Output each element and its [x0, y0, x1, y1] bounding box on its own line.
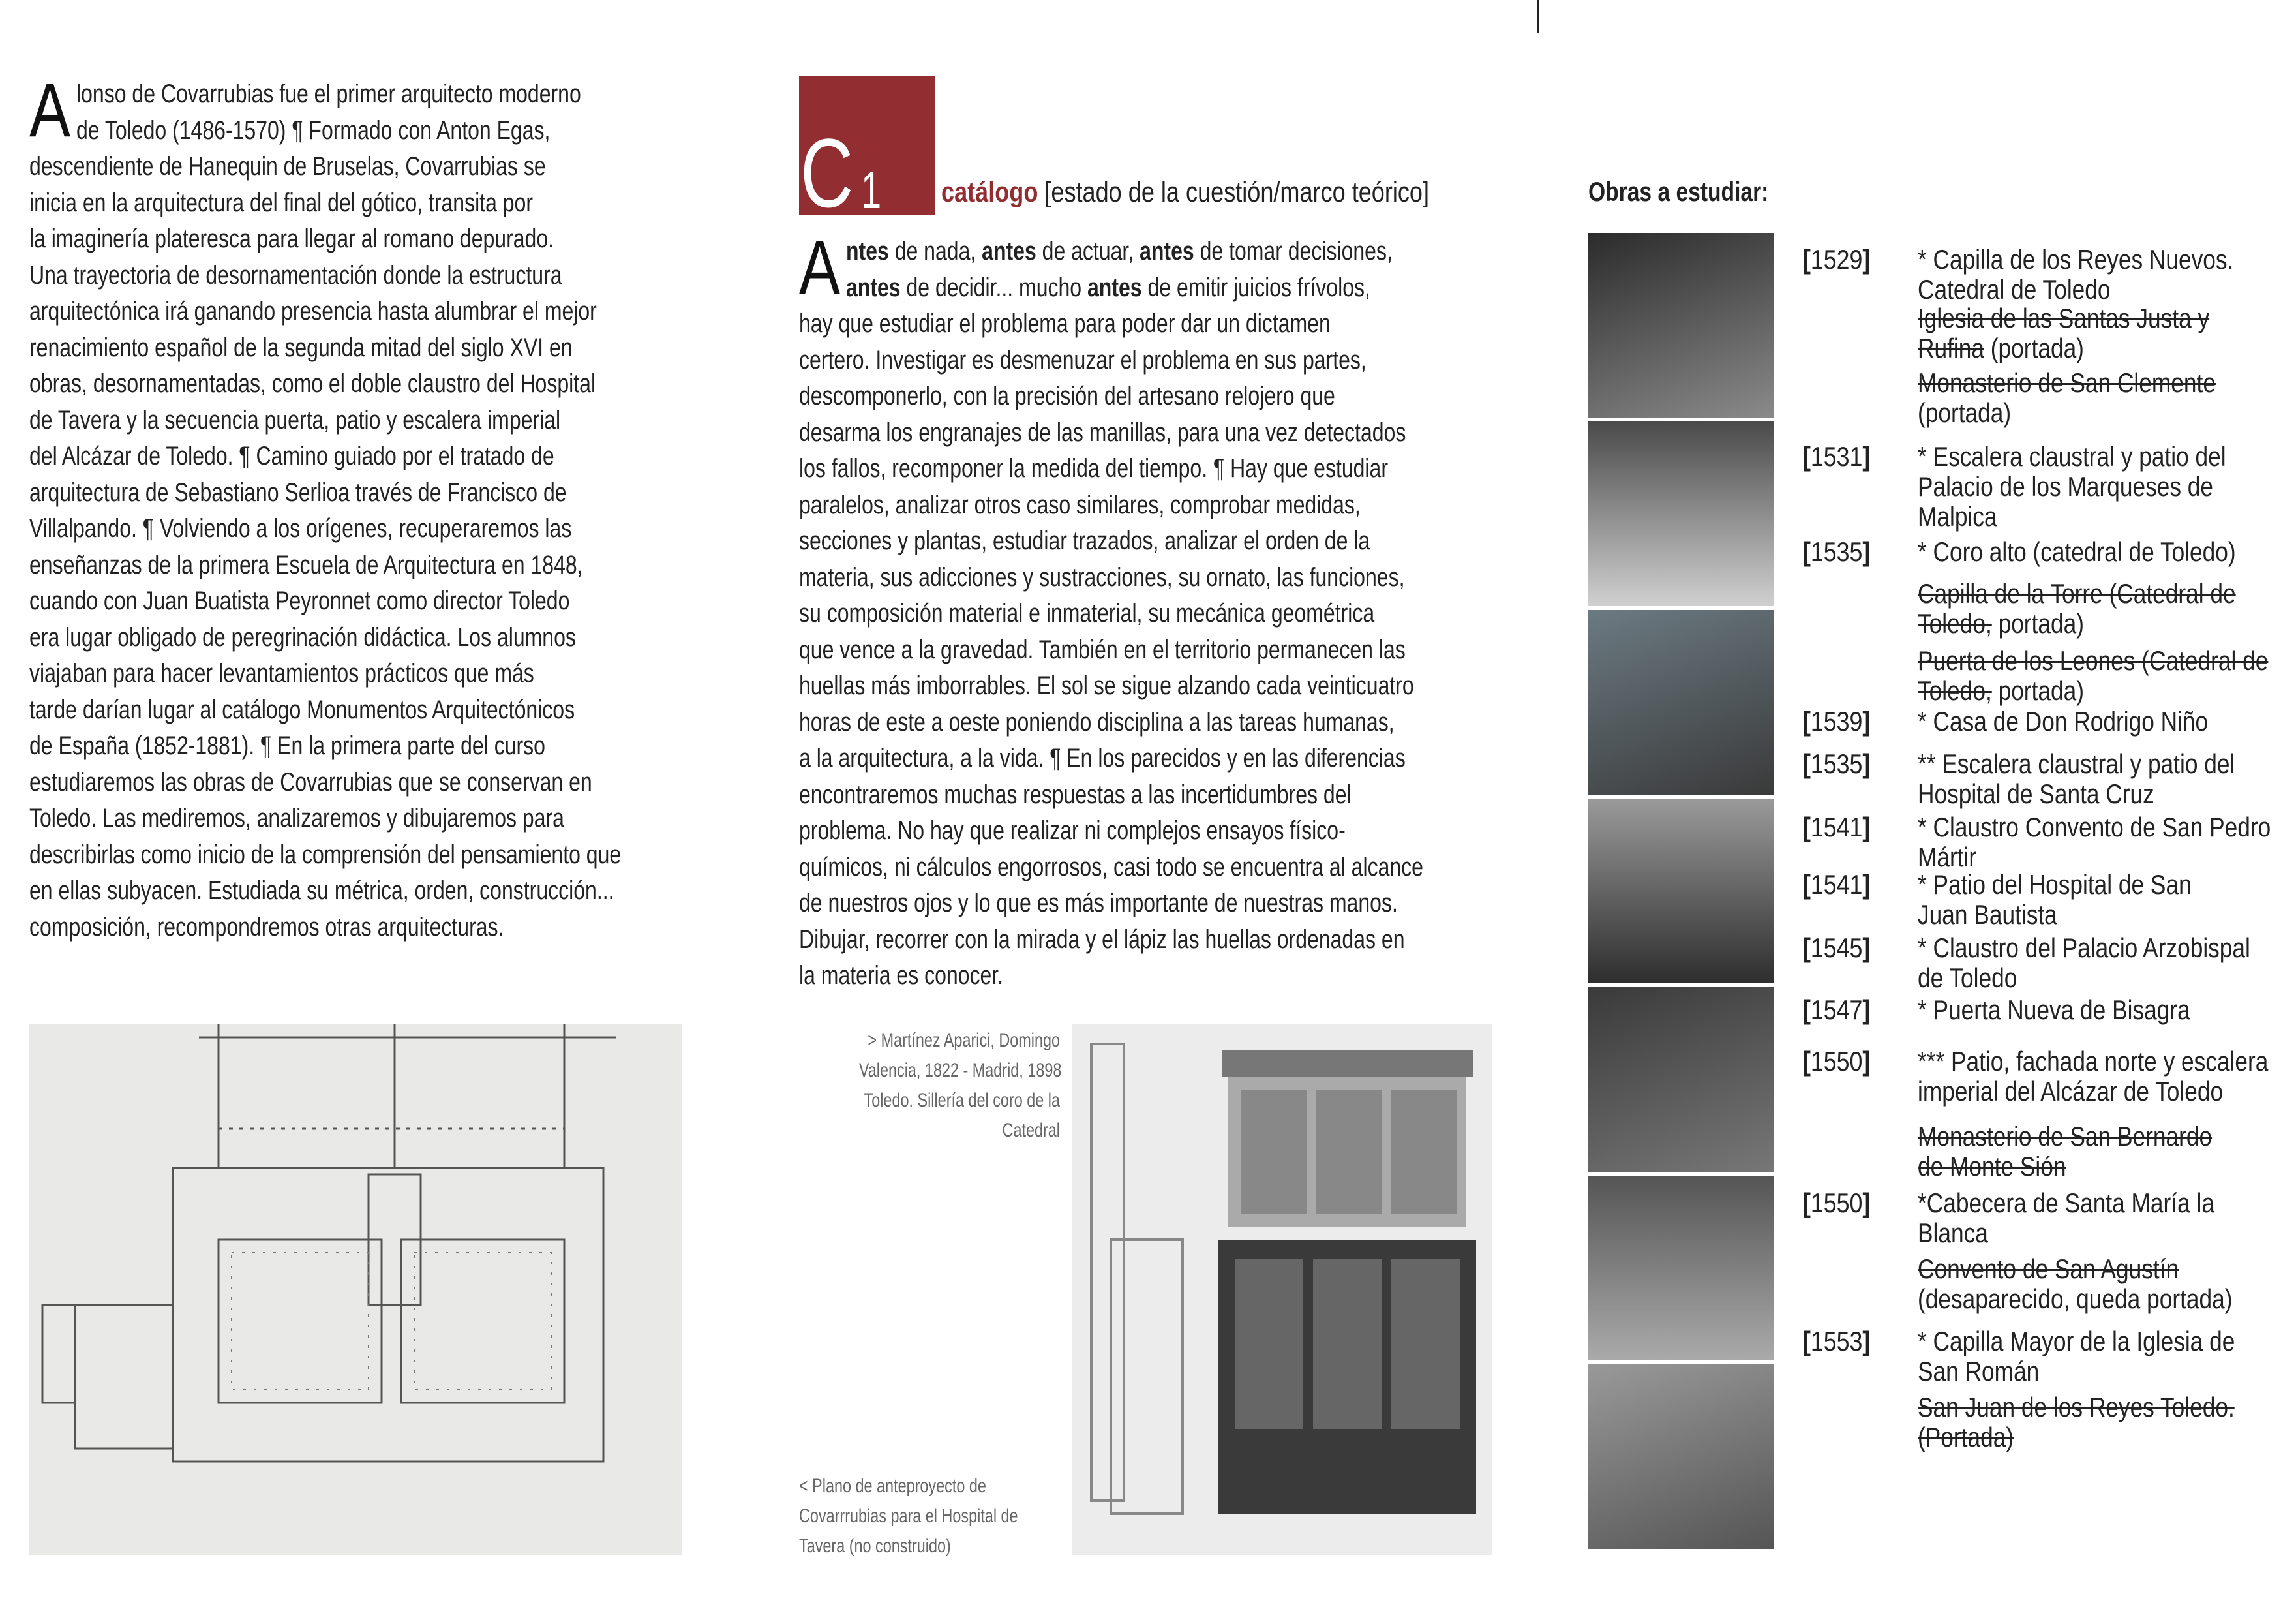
caption-line: Toledo. Sillería del coro de la: [864, 1090, 1060, 1111]
section-badge: [799, 76, 935, 228]
bracket-close-icon: ]: [1862, 812, 1871, 842]
text-line: renacimiento español de la segunda mitad del siglo XVI en: [29, 333, 573, 362]
page-divider-mark: [1537, 0, 1539, 33]
work-year: [1803, 537, 1870, 567]
text-segment: de tomar decisiones,: [1194, 237, 1393, 266]
hospital-plan-drawing: [29, 1024, 682, 1555]
text-segment: Juan Bautista: [1918, 899, 2057, 930]
caption-line: Valencia, 1822 - Madrid, 1898: [858, 1060, 1062, 1081]
work-title: [1918, 995, 2242, 1025]
emphasis: antes: [846, 273, 901, 302]
work-year: [1803, 870, 1870, 900]
text-line: de Toledo (1486-1570) ¶ Formado con Anton Egas,: [76, 115, 551, 145]
text-line: viajaban para hacer levantamientos prácticos que más: [29, 659, 534, 688]
text-line: [846, 236, 1393, 267]
section-title: catálogo: [941, 176, 1038, 208]
work-year: [1803, 1326, 1870, 1356]
year-value: 1535: [1810, 536, 1863, 567]
work-title-line: [1918, 537, 2236, 567]
work-title-line: [1918, 842, 2271, 872]
text-line: [799, 345, 1367, 376]
text-segment: secciones y plantas, estudiar trazados, analizar el orden de la: [799, 527, 1370, 555]
text-line: [799, 779, 1352, 810]
text-segment: la materia es conocer.: [799, 961, 1004, 990]
text-line: [799, 851, 1423, 883]
text-segment: portada): [1991, 675, 2084, 706]
year-value: 1553: [1810, 1326, 1863, 1356]
bracket-open-icon: [: [1803, 441, 1811, 472]
bracket-close-icon: ]: [1862, 932, 1871, 963]
text-line: estudiaremos las obras de Covarrubias que se conservan en: [29, 767, 592, 797]
section-subtitle: [estado de la cuestión/marco teórico]: [1044, 176, 1430, 208]
year-value: 1529: [1810, 244, 1863, 275]
text-segment: paralelos, analizar otros caso similares, comprobar medidas,: [799, 490, 1361, 519]
text-line: [799, 960, 1003, 991]
section-heading: [941, 176, 1429, 209]
work-title-line: [1918, 779, 2235, 809]
text-segment: (portada): [1984, 333, 2084, 363]
work-title: [1918, 707, 2263, 737]
text-line: enseñanzas de la primera Escuela de Arquitectura en 1848,: [29, 550, 583, 579]
text-line: [799, 887, 1398, 919]
text-line: arquitectónica irá ganando presencia hasta alumbrar el mejor: [29, 297, 597, 326]
bracket-close-icon: ]: [1862, 244, 1871, 275]
work-title: [1918, 1047, 2296, 1107]
text-segment: * Capilla Mayor de la Iglesia de: [1918, 1326, 2235, 1356]
emphasis: antes: [1140, 237, 1194, 266]
struck-text: San Juan de los Reyes Toledo.: [1918, 1392, 2235, 1422]
year-value: 1550: [1810, 1046, 1863, 1077]
text-segment: problema. No hay que realizar ni complejos ensayos físico-: [799, 816, 1346, 845]
emphasis: ntes: [846, 237, 889, 266]
bracket-close-icon: ]: [1862, 1187, 1871, 1218]
work-year: [1803, 995, 1870, 1025]
work-title-line: [1918, 1188, 2214, 1218]
text-segment: * Claustro del Palacio Arzobispal: [1918, 932, 2250, 963]
text-segment: Blanca: [1918, 1218, 1988, 1248]
bracket-close-icon: ]: [1862, 994, 1871, 1025]
bracket-close-icon: ]: [1862, 1046, 1871, 1077]
struck-text: Puerta de los Leones (Catedral de: [1918, 645, 2269, 676]
struck-text: Toledo,: [1918, 608, 1992, 639]
caption-line: > Martínez Aparici, Domingo: [868, 1030, 1060, 1051]
struck-text: Toledo,: [1918, 675, 1992, 706]
text-segment: ** Escalera claustral y patio del: [1918, 748, 2235, 779]
bracket-close-icon: ]: [1862, 748, 1871, 779]
work-title-line: [1918, 1152, 2212, 1182]
courtyard-photo: [1588, 610, 1774, 797]
caption-line: Catedral: [1002, 1120, 1060, 1141]
text-segment: de actuar,: [1036, 237, 1140, 266]
text-segment: * Patio del Hospital de San: [1918, 869, 2192, 900]
text-line: de Tavera y la secuencia puerta, patio y escalera imperial: [29, 405, 561, 435]
work-title-line: [1918, 812, 2271, 842]
text-line: cuando con Juan Buatista Peyronnet como director Toledo: [29, 587, 570, 615]
work-title-line: [1918, 1122, 2212, 1152]
struck-text: Monasterio de San Bernardo: [1918, 1121, 2213, 1152]
text-segment: que vence a la gravedad. También en el territorio permanecen las: [799, 635, 1406, 664]
struck-text: Convento de San Agustín: [1918, 1253, 2179, 1284]
work-title-line: [1918, 995, 2190, 1025]
works-title: Obras a estudiar:: [1588, 176, 1769, 207]
work-title: [1918, 1254, 2292, 1314]
work-title-line: [1918, 1422, 2235, 1452]
work-title-line: [1918, 1254, 2233, 1284]
struck-text: Rufina: [1918, 333, 1984, 363]
text-segment: materia, sus adicciones y sustracciones, su ornato, las funciones,: [799, 562, 1405, 592]
struck-text: (Portada): [1918, 1422, 2014, 1452]
text-segment: huellas más imborrables. El sol se sigue alzando cada veinticuatro: [799, 671, 1414, 700]
text-segment: los fallos, recomponer la medida del tiempo. ¶ Hay que estudiar: [799, 454, 1388, 483]
text-line: Una trayectoria de desornamentación donde la estructura: [29, 260, 562, 290]
work-title-line: [1918, 398, 2216, 428]
text-line: en ellas subyacen. Estudiada su métrica, orden, construcción...: [29, 876, 614, 905]
text-line: [799, 489, 1361, 521]
text-line: Villalpando. ¶ Volviendo a los orígenes, recuperaremos las: [29, 514, 572, 543]
work-title-line: [1918, 1047, 2268, 1077]
text-segment: de Toledo: [1918, 962, 2017, 993]
work-title: [1918, 368, 2273, 428]
text-segment: * Claustro Convento de San Pedro: [1918, 812, 2271, 842]
text-line: descendiente de Hanequin de Bruselas, Covarrubias se: [29, 152, 546, 181]
caption-line: Tavera (no construido): [799, 1535, 951, 1557]
text-line: era lugar obligado de peregrinación didáctica. Los alumnos: [29, 622, 576, 652]
caption-line: < Plano de anteproyecto de: [799, 1475, 986, 1497]
text-segment: Mártir: [1918, 842, 1977, 872]
bracket-open-icon: [: [1803, 1046, 1811, 1077]
drop-cap: A: [29, 67, 70, 153]
plan-caption: [799, 1471, 1060, 1561]
bracket-open-icon: [: [1803, 869, 1811, 900]
text-line: [799, 743, 1406, 774]
choir-caption: [802, 1026, 1060, 1146]
drop-cap: A: [799, 224, 840, 311]
text-segment: portada): [1991, 608, 2084, 639]
work-title: [1918, 812, 2296, 872]
text-line: [799, 670, 1414, 701]
work-year: [1803, 707, 1870, 737]
intro-text: [29, 67, 682, 992]
work-title-line: [1918, 900, 2192, 930]
work-title: [1918, 870, 2244, 930]
text-segment: certero. Investigar es desmenuzar el problema en sus partes,: [799, 345, 1367, 375]
work-title: [1918, 303, 2265, 363]
text-segment: * Puerta Nueva de Bisagra: [1918, 994, 2190, 1025]
text-line: [799, 634, 1406, 666]
text-segment: imperial del Alcázar de Toledo: [1918, 1076, 2224, 1107]
work-title-line: [1918, 245, 2233, 275]
text-segment: Catedral de Toledo: [1918, 274, 2111, 305]
struck-text: Monasterio de San Clemente: [1918, 367, 2216, 398]
bracket-close-icon: ]: [1862, 706, 1871, 737]
bracket-open-icon: [: [1803, 1326, 1811, 1356]
text-segment: San Román: [1918, 1356, 2040, 1387]
caption-line: Covarrrubias para el Hospital de: [799, 1505, 1018, 1527]
text-segment: de nada,: [888, 237, 982, 266]
text-segment: de nuestros ojos y lo que es más importante de nuestras manos.: [799, 889, 1398, 917]
struck-text: Capilla de la Torre (Catedral de: [1918, 578, 2236, 609]
text-line: [799, 707, 1395, 738]
year-value: 1547: [1810, 994, 1863, 1025]
text-line: [799, 525, 1370, 557]
bracket-close-icon: ]: [1862, 869, 1871, 900]
text-segment: * Capilla de los Reyes Nuevos.: [1918, 244, 2234, 275]
text-segment: químicos, ni cálculos engorrosos, casi todo se encuentra al alcance: [799, 852, 1423, 881]
work-year: [1803, 812, 1870, 842]
text-line: Toledo. Las mediremos, analizaremos y dibujaremos para: [29, 804, 564, 833]
text-segment: descomponerlo, con la precisión del artesano relojero que: [799, 382, 1335, 410]
work-title-line: [1918, 870, 2192, 900]
year-value: 1539: [1810, 706, 1863, 737]
bracket-open-icon: [: [1803, 932, 1811, 963]
work-title: [1918, 537, 2296, 567]
work-title-line: [1918, 333, 2209, 363]
text-line: [799, 308, 1331, 339]
text-segment: Malpica: [1918, 501, 1997, 532]
work-year: [1803, 933, 1870, 963]
bracket-close-icon: ]: [1862, 441, 1871, 472]
text-segment: desarma los engranajes de las manillas, para una vez detectados: [799, 418, 1406, 447]
work-year: [1803, 245, 1870, 275]
work-title-line: [1918, 1284, 2233, 1314]
bracket-open-icon: [: [1803, 706, 1811, 737]
bracket-close-icon: ]: [1862, 1326, 1871, 1356]
badge-number: 1: [861, 161, 882, 219]
work-title-line: [1918, 676, 2268, 706]
text-line: [799, 417, 1406, 448]
bracket-open-icon: [: [1803, 1187, 1811, 1218]
year-value: 1531: [1810, 441, 1863, 472]
work-title-line: [1918, 368, 2216, 398]
work-title-line: [1918, 1326, 2235, 1356]
text-segment: hay que estudiar el problema para poder dar un dictamen: [799, 309, 1331, 338]
work-title: [1918, 1326, 2295, 1387]
bracket-open-icon: [: [1803, 244, 1811, 275]
work-title-line: [1918, 1392, 2235, 1422]
work-title-line: [1918, 1077, 2268, 1107]
text-line: describirlas como inicio de la comprensión del pensamiento que: [29, 840, 622, 869]
year-value: 1541: [1810, 869, 1863, 900]
alcazar-gate-photo: [1588, 987, 1774, 1174]
plan-sketch: [29, 1024, 682, 1555]
text-segment: su composición material e inmaterial, su mecánica geométrica: [799, 599, 1375, 628]
text-line: inicia en la arquitectura del final del gótico, transita por: [29, 188, 533, 217]
bracket-open-icon: [: [1803, 812, 1811, 842]
text-line: [799, 598, 1374, 629]
choir-sketch: [1072, 1024, 1492, 1555]
year-value: 1545: [1810, 932, 1863, 963]
work-title: [1918, 933, 2296, 993]
work-title-line: [1918, 1356, 2235, 1387]
work-title: [1918, 442, 2285, 532]
text-line: [846, 272, 1370, 303]
work-title: [1918, 1392, 2295, 1452]
text-line: [799, 380, 1335, 412]
text-segment: (portada): [1918, 397, 2012, 428]
reyes-nuevos-photo: [1588, 233, 1774, 420]
struck-text: de Monte Sión: [1918, 1151, 2066, 1182]
text-segment: a la arquitectura, a la vida. ¶ En los parecidos y en las diferencias: [799, 744, 1406, 773]
work-title-line: [1918, 609, 2236, 639]
work-title-line: [1918, 1218, 2214, 1248]
work-title-line: [1918, 579, 2236, 609]
bracket-open-icon: [: [1803, 536, 1811, 567]
work-year: [1803, 749, 1870, 779]
badge-letter: C: [800, 118, 854, 228]
work-title-line: [1918, 502, 2226, 532]
text-line: [799, 562, 1404, 593]
work-title-line: [1918, 275, 2233, 305]
text-segment: * Coro alto (catedral de Toledo): [1918, 536, 2236, 567]
text-segment: * Casa de Don Rodrigo Niño: [1918, 706, 2209, 737]
year-value: 1550: [1810, 1187, 1863, 1218]
text-segment: Palacio de los Marqueses de: [1918, 471, 2214, 502]
work-title-line: [1918, 646, 2268, 676]
text-line: tarde darían lugar al catálogo Monumentos Arquitectónicos: [29, 695, 575, 724]
text-line: [799, 453, 1388, 484]
text-segment: de decidir... mucho: [900, 273, 1087, 302]
text-segment: *** Patio, fachada norte y escalera: [1918, 1046, 2269, 1077]
year-value: 1541: [1810, 812, 1863, 842]
text-line: [799, 924, 1404, 955]
work-year: [1803, 1188, 1870, 1218]
catalog-text: [799, 224, 1490, 1019]
struck-text: Iglesia de las Santas Justa y: [1918, 303, 2210, 333]
malpica-stair-photo: [1588, 421, 1774, 608]
text-segment: Hospital de Santa Cruz: [1918, 778, 2154, 809]
work-year: [1803, 1047, 1870, 1077]
work-title-line: [1918, 472, 2226, 502]
text-line: [799, 815, 1346, 846]
emphasis: antes: [982, 237, 1036, 266]
text-segment: horas de este a oeste poniendo disciplina a las tareas humanas,: [799, 707, 1395, 737]
year-value: 1535: [1810, 748, 1863, 779]
work-title: [1918, 245, 2294, 305]
work-title: [1918, 579, 2296, 639]
cloister-photo: [1588, 799, 1774, 985]
work-title: [1918, 646, 2296, 706]
choir-stalls-engraving: [1072, 1024, 1492, 1555]
work-title-line: [1918, 707, 2208, 737]
work-title-line: [1918, 963, 2250, 993]
text-segment: * Escalera claustral y patio del: [1918, 441, 2226, 472]
text-segment: encontraremos muchas respuestas a las incertidumbres del: [799, 780, 1352, 809]
dome-photo: [1588, 1364, 1774, 1551]
arcade-photo: [1588, 1176, 1774, 1362]
emphasis: antes: [1087, 273, 1142, 302]
text-segment: de emitir juicios frívolos,: [1141, 273, 1370, 302]
text-line: composición, recompondremos otras arquitecturas.: [29, 912, 504, 942]
work-title: [1918, 749, 2295, 809]
work-title-line: [1918, 933, 2250, 963]
text-line: la imaginería plateresca para llegar al romano depurado.: [29, 224, 554, 253]
text-line: arquitectura de Sebastiano Serlioa través de Francisco de: [29, 478, 567, 507]
work-title-line: [1918, 749, 2235, 779]
text-segment: (desaparecido, queda portada): [1918, 1283, 2233, 1314]
text-line: de España (1852-1881). ¶ En la primera parte del curso: [29, 731, 545, 760]
bracket-open-icon: [: [1803, 748, 1811, 779]
text-line: obras, desornamentadas, como el doble claustro del Hospital: [29, 369, 596, 398]
work-title-line: [1918, 442, 2226, 472]
text-segment: Dibujar, recorrer con la mirada y el lápiz las huellas ordenadas en: [799, 925, 1405, 954]
bracket-open-icon: [: [1803, 994, 1811, 1025]
work-title: [1918, 1188, 2271, 1248]
work-title-line: [1918, 303, 2209, 333]
text-segment: *Cabecera de Santa María la: [1918, 1187, 2214, 1218]
work-year: [1803, 442, 1870, 472]
bracket-close-icon: ]: [1862, 536, 1871, 567]
work-title: [1918, 1122, 2268, 1182]
text-line: lonso de Covarrubias fue el primer arquitecto moderno: [76, 80, 581, 108]
text-line: del Alcázar de Toledo. ¶ Camino guiado por el tratado de: [29, 442, 554, 470]
